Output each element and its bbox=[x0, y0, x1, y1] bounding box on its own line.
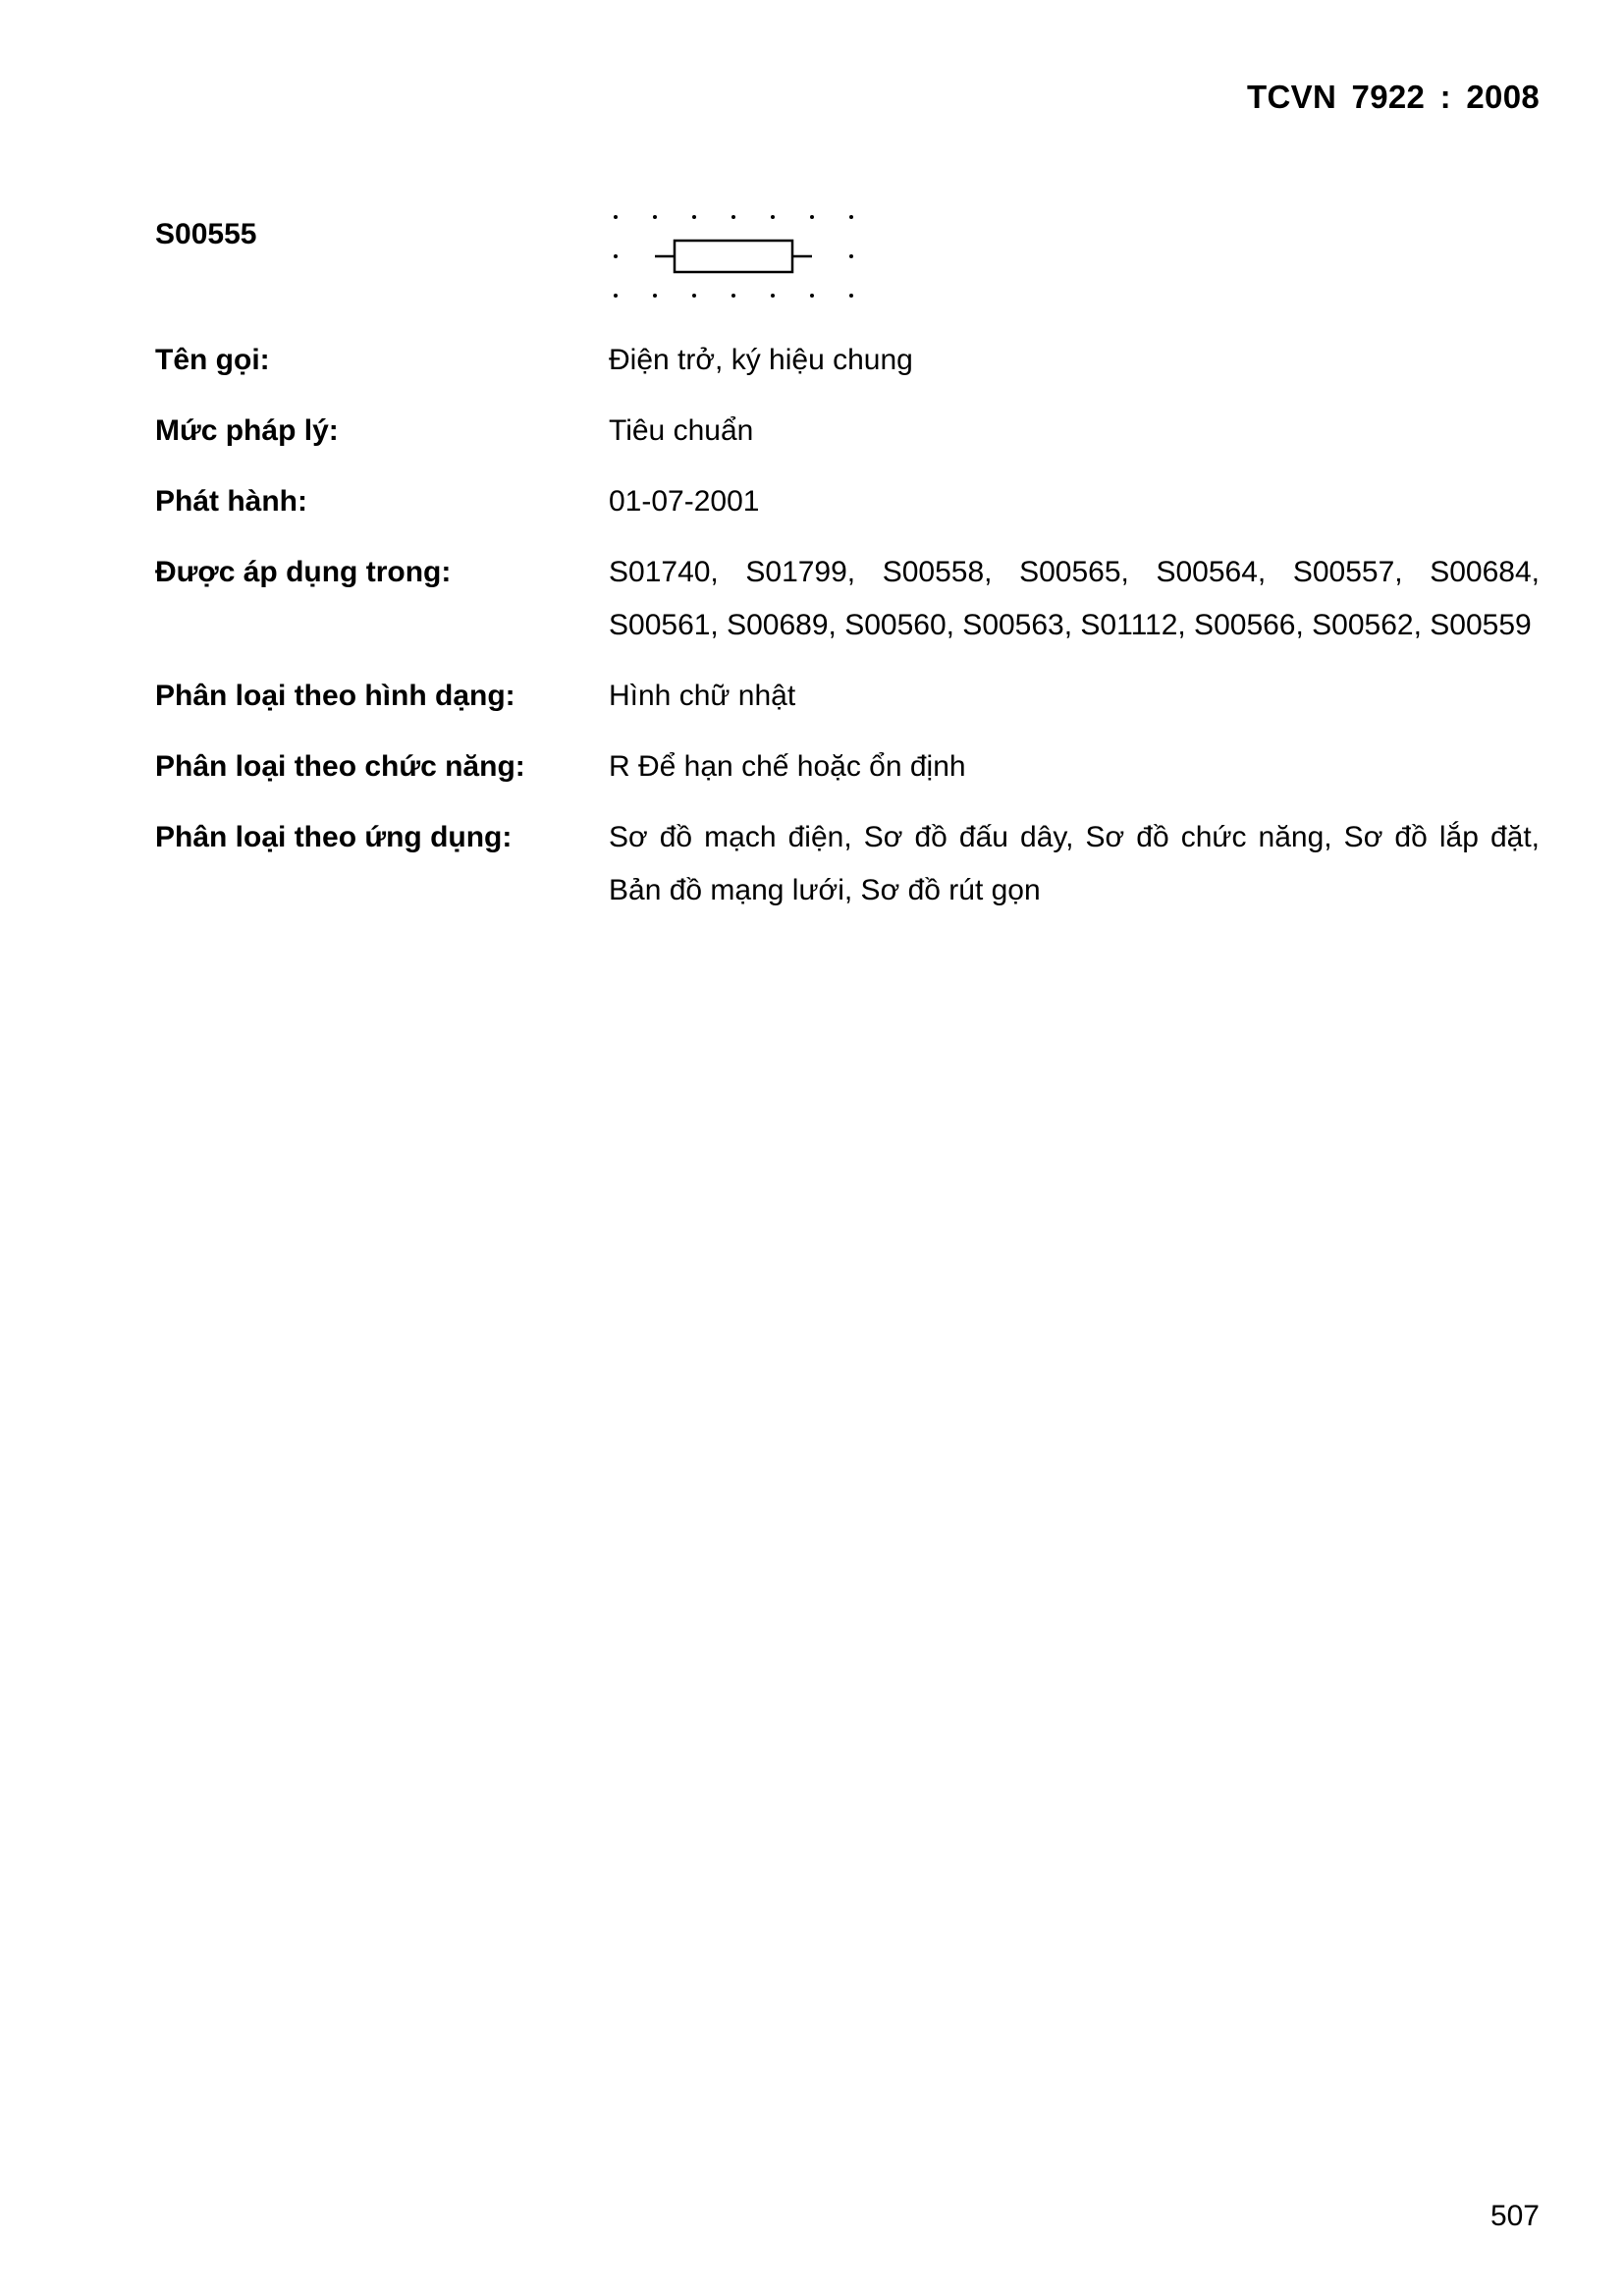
field-value-issued: 01-07-2001 bbox=[609, 485, 760, 518]
attribute-list bbox=[155, 334, 1540, 935]
field-row bbox=[155, 740, 1540, 793]
page-number: 507 bbox=[1489, 2200, 1540, 2232]
symbol-code: S00555 bbox=[155, 218, 257, 250]
field-value-legal-level: Tiêu chuẩn bbox=[609, 414, 754, 447]
field-row bbox=[155, 475, 1540, 528]
field-row bbox=[155, 405, 1540, 458]
resistor-symbol-icon bbox=[601, 204, 866, 312]
field-value-function-class: R Để hạn chế hoặc ổn định bbox=[609, 750, 966, 783]
field-label-legal-level: Mức pháp lý: bbox=[155, 414, 339, 447]
field-row bbox=[155, 546, 1540, 652]
field-row bbox=[155, 334, 1540, 387]
standard-header: TCVN 7922 : 2008 bbox=[1247, 79, 1540, 115]
field-row bbox=[155, 811, 1540, 917]
field-value-application-class: Sơ đồ mạch điện, Sơ đồ đấu dây, Sơ đồ chức năng, Sơ đồ lắp đặt, Bản đồ mạng lưới, Sơ đồ rút gọn bbox=[609, 821, 1540, 906]
field-label-shape-class: Phân loại theo hình dạng: bbox=[155, 680, 515, 712]
field-value-shape-class: Hình chữ nhật bbox=[609, 680, 796, 712]
field-row bbox=[155, 670, 1540, 723]
field-label-issued: Phát hành: bbox=[155, 485, 307, 518]
field-label-function-class: Phân loại theo chức năng: bbox=[155, 750, 525, 783]
field-label-applied-in: Được áp dụng trong: bbox=[155, 556, 452, 588]
field-value-name: Điện trở, ký hiệu chung bbox=[609, 344, 913, 376]
field-label-application-class: Phân loại theo ứng dụng: bbox=[155, 821, 513, 853]
field-value-applied-in: S01740, S01799, S00558, S00565, S00564, S00557, S00684, S00561, S00689, S00560, S00563, S01112, S00566, S00562, S00559 bbox=[609, 556, 1540, 641]
field-label-name: Tên gọi: bbox=[155, 344, 270, 376]
